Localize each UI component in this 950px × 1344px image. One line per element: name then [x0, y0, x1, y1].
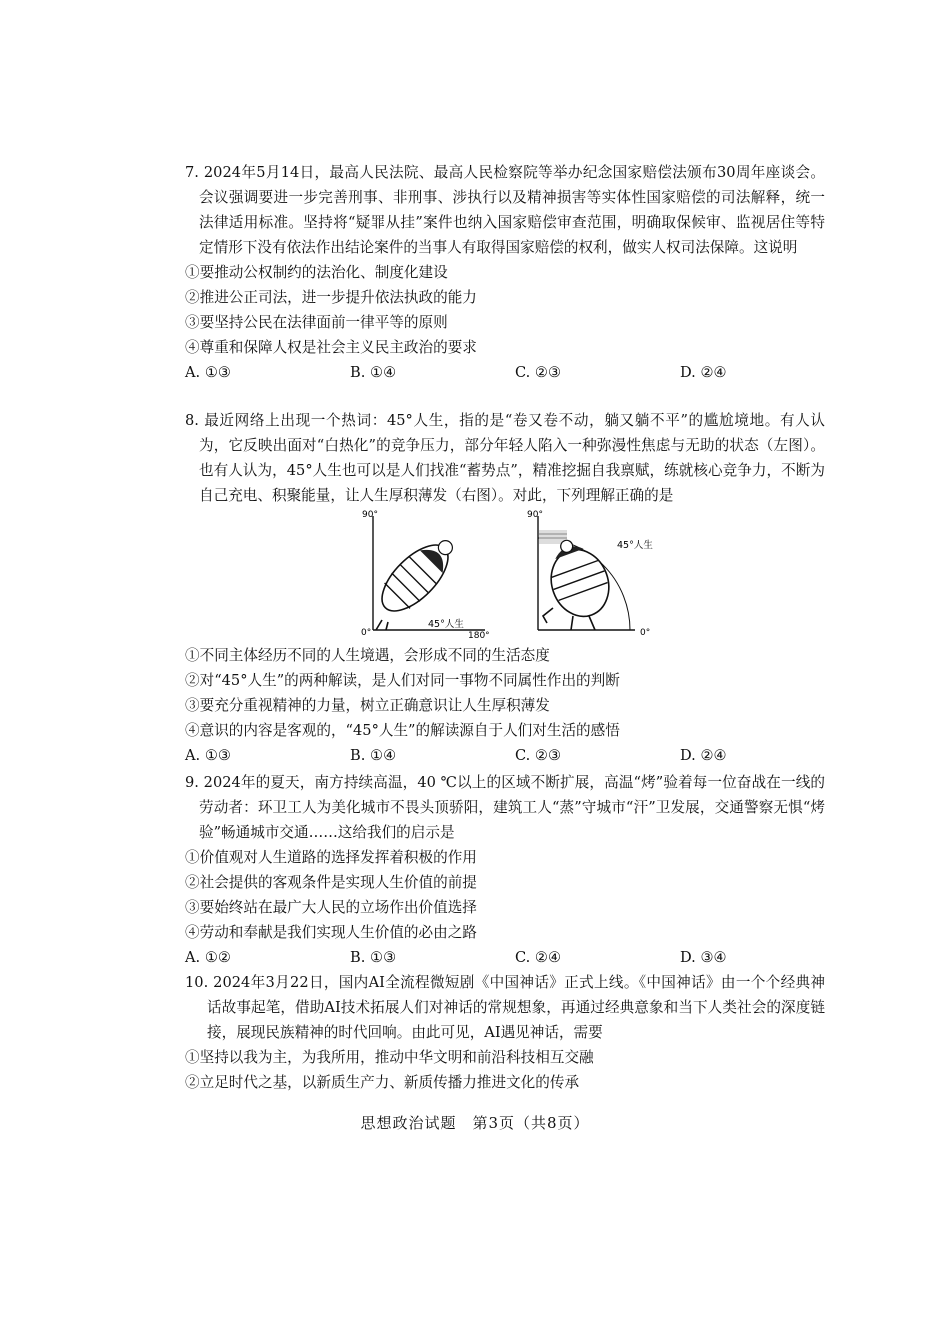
question-8-options: [185, 743, 825, 768]
question-7-item-1: ①要推动公权制约的法治化、制度化建设: [185, 264, 448, 281]
question-8-stem: 8. 最近网络上出现一个热词：45°人生，指的是“卷又卷不动，躺又躺不平”的尴尬境地。有人认为，它反映出面对“白热化”的竞争压力，部分年轻人陷入一种弥漫性焦虑与无助的状态（左图）。也有人认为，45°人生也可以是人们找准“蓄势点”，精准挖掘自我禀赋，练就核心竞争力，不断为自己充电、积聚能量，让人生厚积薄发（右图）。对此，下列理解正确的是: [185, 412, 825, 504]
option-d[interactable]: D. ②④: [680, 747, 727, 764]
option-a[interactable]: A. ①③: [185, 747, 231, 764]
question-10-item-1: ①坚持以我为主，为我所用，推动中华文明和前沿科技相互交融: [185, 1049, 594, 1066]
option-a[interactable]: A. ①③: [185, 364, 231, 381]
question-9-stem: 9. 2024年的夏天，南方持续高温，40 ℃以上的区域不断扩展，高温“烤”验着每一位奋战在一线的劳动者：环卫工人为美化城市不畏头顶骄阳，建筑工人“蒸”守城市“汗”卫发展，交通警察无惧“烤验”畅通城市交通……这给我们的启示是: [185, 774, 825, 841]
option-d[interactable]: D. ②④: [680, 364, 727, 381]
option-b[interactable]: B. ①④: [350, 747, 397, 764]
question-8-item-4: ④意识的内容是客观的，“45°人生”的解读源自于人们对生活的感悟: [185, 722, 620, 739]
left-90-label: 90°: [362, 510, 378, 520]
option-a[interactable]: A. ①②: [185, 949, 231, 966]
option-b[interactable]: B. ①③: [350, 949, 397, 966]
question-9-item-4: ④劳动和奉献是我们实现人生价值的必由之路: [185, 924, 477, 941]
left-caption: 45°人生: [428, 619, 464, 630]
question-9-item-2: ②社会提供的客观条件是实现人生价值的前提: [185, 874, 477, 891]
question-8-item-2: ②对“45°人生”的两种解读，是人们对同一事物不同属性作出的判断: [185, 672, 620, 689]
left-180-label: 180°: [468, 631, 490, 641]
question-9-item-3: ③要始终站在最广大人民的立场作出价值选择: [185, 899, 477, 916]
option-c[interactable]: C. ②④: [515, 949, 562, 966]
question-7-item-2: ②推进公正司法，进一步提升依法执政的能力: [185, 289, 477, 306]
option-d[interactable]: D. ③④: [680, 949, 727, 966]
question-10: [185, 970, 825, 1095]
left-0-label: 0°: [361, 628, 372, 638]
right-90-label: 90°: [527, 510, 543, 520]
question-8: [185, 408, 825, 768]
question-7-options: [185, 360, 825, 385]
right-0-label: 0°: [640, 628, 651, 638]
question-8-figures: [185, 508, 825, 643]
page-footer: 思想政治试题 第3页（共8页）: [360, 1114, 590, 1132]
question-7-stem: 7. 2024年5月14日，最高人民法院、最高人民检察院等举办纪念国家赔偿法颁布30周年座谈会。会议强调要进一步完善刑事、非刑事、涉执行以及精神损害等实体性国家赔偿的司法解释，统一法律适用标准。坚持将“疑罪从挂”案件也纳入国家赔偿审查范围，明确取保候审、监视居住等特定情形下没有依法作出结论案件的当事人有取得国家赔偿的权利，做实人权司法保障。这说明: [185, 164, 825, 256]
question-7-item-3: ③要坚持公民在法律面前一律平等的原则: [185, 314, 448, 331]
figure-left-illustration: [360, 508, 495, 643]
question-9-options: [185, 945, 825, 970]
option-c[interactable]: C. ②③: [515, 747, 562, 764]
question-8-item-1: ①不同主体经历不同的人生境遇，会形成不同的生活态度: [185, 647, 550, 664]
question-7-item-4: ④尊重和保障人权是社会主义民主政治的要求: [185, 339, 477, 356]
right-caption: 45°人生: [617, 540, 653, 551]
question-10-stem: 10. 2024年3月22日，国内AI全流程微短剧《中国神话》正式上线。《中国神话》由一个个经典神话故事起笔，借助AI技术拓展人们对神话的常规想象，再通过经典意象和当下人类社会的深度链接，展现民族精神的时代回响。由此可见，AI遇见神话，需要: [185, 974, 825, 1041]
figure-right-illustration: [525, 508, 665, 643]
question-9-item-1: ①价值观对人生道路的选择发挥着积极的作用: [185, 849, 477, 866]
question-9: [185, 770, 825, 970]
question-10-item-2: ②立足时代之基，以新质生产力、新质传播力推进文化的传承: [185, 1074, 580, 1091]
question-8-item-3: ③要充分重视精神的力量，树立正确意识让人生厚积薄发: [185, 697, 550, 714]
question-7: [185, 160, 825, 385]
option-c[interactable]: C. ②③: [515, 364, 562, 381]
option-b[interactable]: B. ①④: [350, 364, 397, 381]
